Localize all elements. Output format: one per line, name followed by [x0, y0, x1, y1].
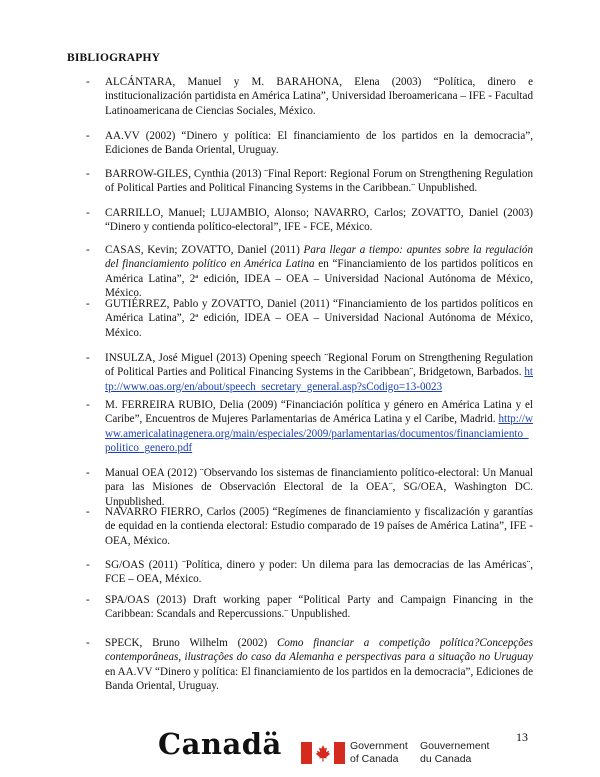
bibliography-entry: [88, 593, 533, 622]
italic-title: Como financiar a competição política?Concepções contemporâneas, ilustrações do caso da Alemanha e perspectivas para a situação no Uruguay: [105, 637, 533, 664]
bibliography-entry: [88, 297, 533, 340]
gov-fr-line2: du Canada: [420, 752, 472, 765]
entry-text: [105, 129, 533, 158]
entry-text-part: en “Financiamiento de los partidos políticos en América Latina”, 2ª edición, IDEA – OEA – Universidad Nacional Autónoma de México, México.: [105, 258, 533, 299]
list-bullet: -: [86, 506, 90, 518]
bibliography-entry: [88, 75, 533, 118]
entry-text-part: GUTIÉRREZ, Pablo y ZOVATTO, Daniel (2011) “Financiamiento de los partidos políticos en América Latina”, 2ª edición, IDEA – OEA – Universidad Nacional Autónoma de México, México.: [105, 298, 533, 339]
entry-text: [105, 593, 533, 622]
list-bullet: -: [86, 399, 90, 411]
entry-text: [105, 466, 533, 509]
entry-text: [105, 398, 533, 455]
entry-text-part: SPECK, Bruno Wilhelm (2002): [105, 637, 277, 649]
bibliography-entry: [88, 351, 533, 394]
reference-link[interactable]: http://www.americalatinagenera.org/main/especiales/2009/parlamentarias/documentos/financiamiento_politico_genero.pdf: [105, 413, 533, 454]
entry-text-part: M. FERREIRA RUBIO, Delia (2009) “Financiación política y género en América Latina y el Caribe”, Encuentros de Mujeres Parlamentarias de América Latina y el Caribe, Madrid.: [105, 399, 533, 426]
entry-text: [105, 206, 533, 235]
list-bullet: -: [86, 467, 90, 479]
gouvernement-du-canada-label: [420, 740, 489, 765]
entry-text-part: AA.VV (2002) “Dinero y política: El financiamiento de los partidos en la democracia”, Ediciones de Banda Oriental, Uruguay.: [105, 130, 533, 157]
list-bullet: -: [86, 207, 90, 219]
list-bullet: -: [86, 637, 90, 649]
entry-text-part: SG/OAS (2011) ¨Política, dinero y poder: Un dilema para las democracias de las Américas¨, FCE – OEA, México.: [105, 559, 533, 586]
bibliography-entry: [88, 129, 533, 158]
entry-text: [105, 243, 533, 300]
bibliography-entry: [88, 558, 533, 587]
canada-wordmark: Canadä: [158, 727, 282, 761]
bibliography-entry: [88, 167, 533, 196]
entry-text-part: BARROW-GILES, Cynthia (2013) ¨Final Report: Regional Forum on Strengthening Regulation of Political Parties and Political Financing Systems in the Caribbean.¨ Unpublished.: [105, 168, 533, 195]
gov-en-line1: Government: [350, 740, 408, 752]
entry-text-part: NAVARRO FIERRO, Carlos (2005) “Regímenes de financiamiento y fiscalización y garantías de equidad en la contienda electoral: Estudio comparado de 19 países de América Latina”, IFE - OEA, México.: [105, 506, 533, 547]
gov-en-line2: of Canada: [350, 752, 399, 765]
entry-text-part: CARRILLO, Manuel; LUJAMBIO, Alonso; NAVARRO, Carlos; ZOVATTO, Daniel (2003) “Dinero y contienda político-electoral”, IFE - FCE, México.: [105, 207, 533, 234]
bibliography-entry: [88, 466, 533, 509]
entry-text: [105, 505, 533, 548]
list-bullet: -: [86, 298, 90, 310]
bibliography-entry: [88, 505, 533, 548]
page-title: BIBLIOGRAPHY: [67, 52, 161, 64]
bibliography-entry: [88, 206, 533, 235]
bibliography-entry: [88, 243, 533, 300]
list-bullet: -: [86, 352, 90, 364]
reference-link[interactable]: http://www.oas.org/en/about/speech_secretary_general.asp?sCodigo=13-0023: [105, 366, 533, 393]
entry-text: [105, 167, 533, 196]
list-bullet: -: [86, 168, 90, 180]
list-bullet: -: [86, 594, 90, 606]
page-number: 13: [516, 730, 528, 744]
entry-text-part: CASAS, Kevin; ZOVATTO, Daniel (2011): [105, 244, 304, 256]
entry-text: [105, 558, 533, 587]
entry-text-part: INSULZA, José Miguel (2013) Opening speech ¨Regional Forum on Strengthening Regulation of Political Parties and Political Financing Systems in the Caribbean¨, Bridgetown, Barbados.: [105, 352, 533, 379]
entry-text-part: en AA.VV “Dinero y política: El financiamiento de los partidos en la democracia”, Ediciones de Banda Oriental, Uruguay.: [105, 665, 533, 692]
government-of-canada-label: [350, 740, 408, 765]
list-bullet: -: [86, 76, 90, 88]
entry-text: [105, 297, 533, 340]
bibliography-entry: [88, 398, 533, 455]
bibliography-entry: [88, 636, 533, 693]
italic-title: Para llegar a tiempo: apuntes sobre la regulación del financiamiento político en América Latina: [105, 244, 533, 271]
gov-fr-line1: Gouvernement: [420, 740, 490, 752]
entry-text-part: SPA/OAS (2013) Draft working paper “Political Party and Campaign Financing in the Caribbean: Scandals and Repercussions.¨ Unpublished.: [105, 594, 533, 621]
list-bullet: -: [86, 559, 90, 571]
list-bullet: -: [86, 130, 90, 142]
entry-text-part: ALCÁNTARA, Manuel y M. BARAHONA, Elena (2003) “Política, dinero e institucionalización partidista en América Latina”, Universidad Iberoamericana – IFE - Facultad Latinoamericana de Ciencias Sociales, México.: [105, 76, 533, 117]
list-bullet: -: [86, 244, 90, 256]
entry-text: [105, 636, 533, 693]
canada-flag-icon: [301, 742, 345, 764]
entry-text-part: Manual OEA (2012) ¨Observando los sistemas de financiamiento político-electoral: Un Manual para las Misiones de Observación Electoral de la OEA¨, SG/OEA, Washington DC. Unpublished.: [105, 467, 533, 508]
entry-text: [105, 351, 533, 394]
entry-text: [105, 75, 533, 118]
